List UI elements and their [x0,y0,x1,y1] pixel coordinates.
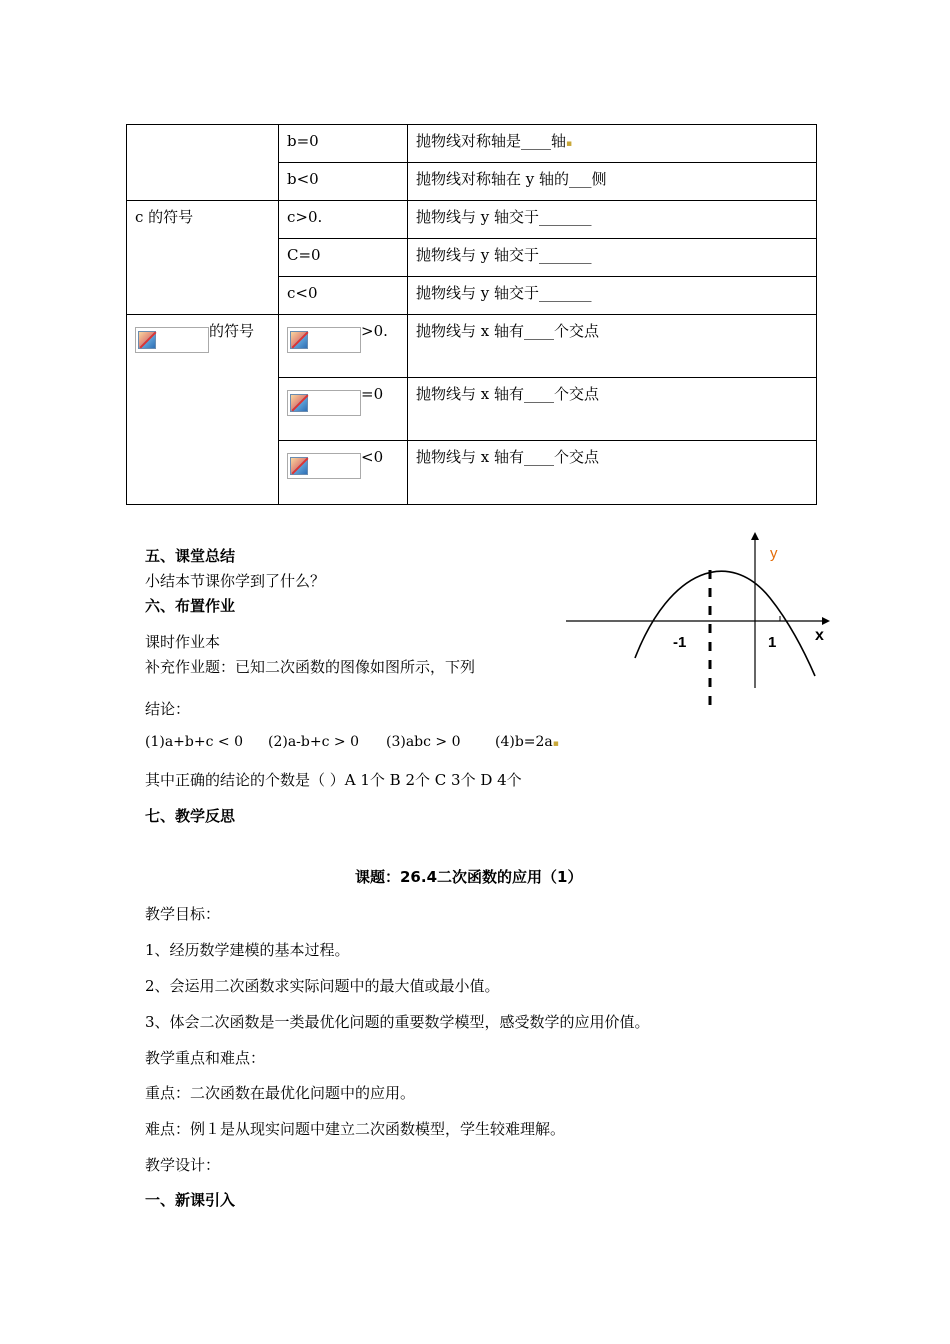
cond-cell: C=0 [279,239,408,277]
difficulty-point: 难点：例１是从现实问题中建立二次函数模型，学生较难理解。 [145,1120,566,1138]
tick-label-neg1: -1 [673,634,687,651]
key-label: 教学重点和难点： [145,1049,266,1067]
cond-cell: b=0 [279,125,408,163]
cond-cell: =0 [279,378,408,441]
section6-title: 六、布置作业 [145,597,236,615]
homework-line3: 结论： [145,700,191,718]
sign-table [126,124,817,505]
conclusion-4: (4)b=2a▪ [495,734,559,750]
cond-cell: c>0. [279,201,408,239]
parabola-graph [560,528,835,710]
tick-label-1: 1 [768,634,777,651]
y-axis-arrow [751,532,759,540]
conclusion-2: (2)a-b+c > 0 [268,734,359,750]
section5-line: 小结本节课你学到了什么？ [145,572,326,590]
objective-1: 1、经历数学建模的基本过程。 [145,941,350,959]
broken-image-icon [287,453,361,479]
lesson-title: 课题：26.4二次函数的应用（1） [355,868,583,886]
result-cell: 抛物线与 y 轴交于_______ [408,201,817,239]
objective-2: 2、会运用二次函数求实际问题中的最大值或最小值。 [145,977,500,995]
conclusion-3: (3)abc > 0 [386,734,461,750]
cond-cell: <0 [279,441,408,505]
result-cell: 抛物线与 x 轴有____个交点 [408,315,817,378]
group-cell-discriminant: 的符号 [127,315,279,505]
table-row [127,201,817,239]
conclusion-1: (1)a+b+c < 0 [145,734,243,750]
result-cell: 抛物线对称轴在 y 轴的___侧 [408,163,817,201]
cond-cell: b<0 [279,163,408,201]
y-axis-label: y [770,545,778,562]
question-line: 其中正确的结论的个数是（ ）A 1个 B 2个 C 3个 D 4个 [145,771,522,789]
table-row [127,125,817,163]
result-cell: 抛物线与 y 轴交于_______ [408,277,817,315]
key-point: 重点：二次函数在最优化问题中的应用。 [145,1084,416,1102]
cond-cell: >0. [279,315,408,378]
objective-3: 3、体会二次函数是一类最优化问题的重要数学模型，感受数学的应用价值。 [145,1013,650,1031]
result-cell: 抛物线与 x 轴有____个交点 [408,441,817,505]
cond-cell: c<0 [279,277,408,315]
group-cell-c: c 的符号 [127,201,279,315]
homework-line1: 课时作业本 [145,633,221,651]
table-row [127,315,817,378]
section7-title: 七、教学反思 [145,807,236,825]
broken-image-icon [287,390,361,416]
broken-image-icon [135,327,209,353]
x-axis-arrow [822,617,830,625]
objectives-label: 教学目标： [145,905,221,923]
homework-line2: 补充作业题：已知二次函数的图像如图所示，下列 [145,658,476,676]
result-cell: 抛物线与 y 轴交于_______ [408,239,817,277]
broken-image-icon [287,327,361,353]
section5-title: 五、课堂总结 [145,547,236,565]
x-axis-label: x [815,627,824,644]
parabola-curve [635,571,815,676]
result-cell: 抛物线与 x 轴有____个交点 [408,378,817,441]
result-cell: 抛物线对称轴是____轴▪ [408,125,817,163]
design-label: 教学设计： [145,1156,221,1174]
new-lesson-intro: 一、新课引入 [145,1191,236,1209]
group-cell-b [127,125,279,201]
